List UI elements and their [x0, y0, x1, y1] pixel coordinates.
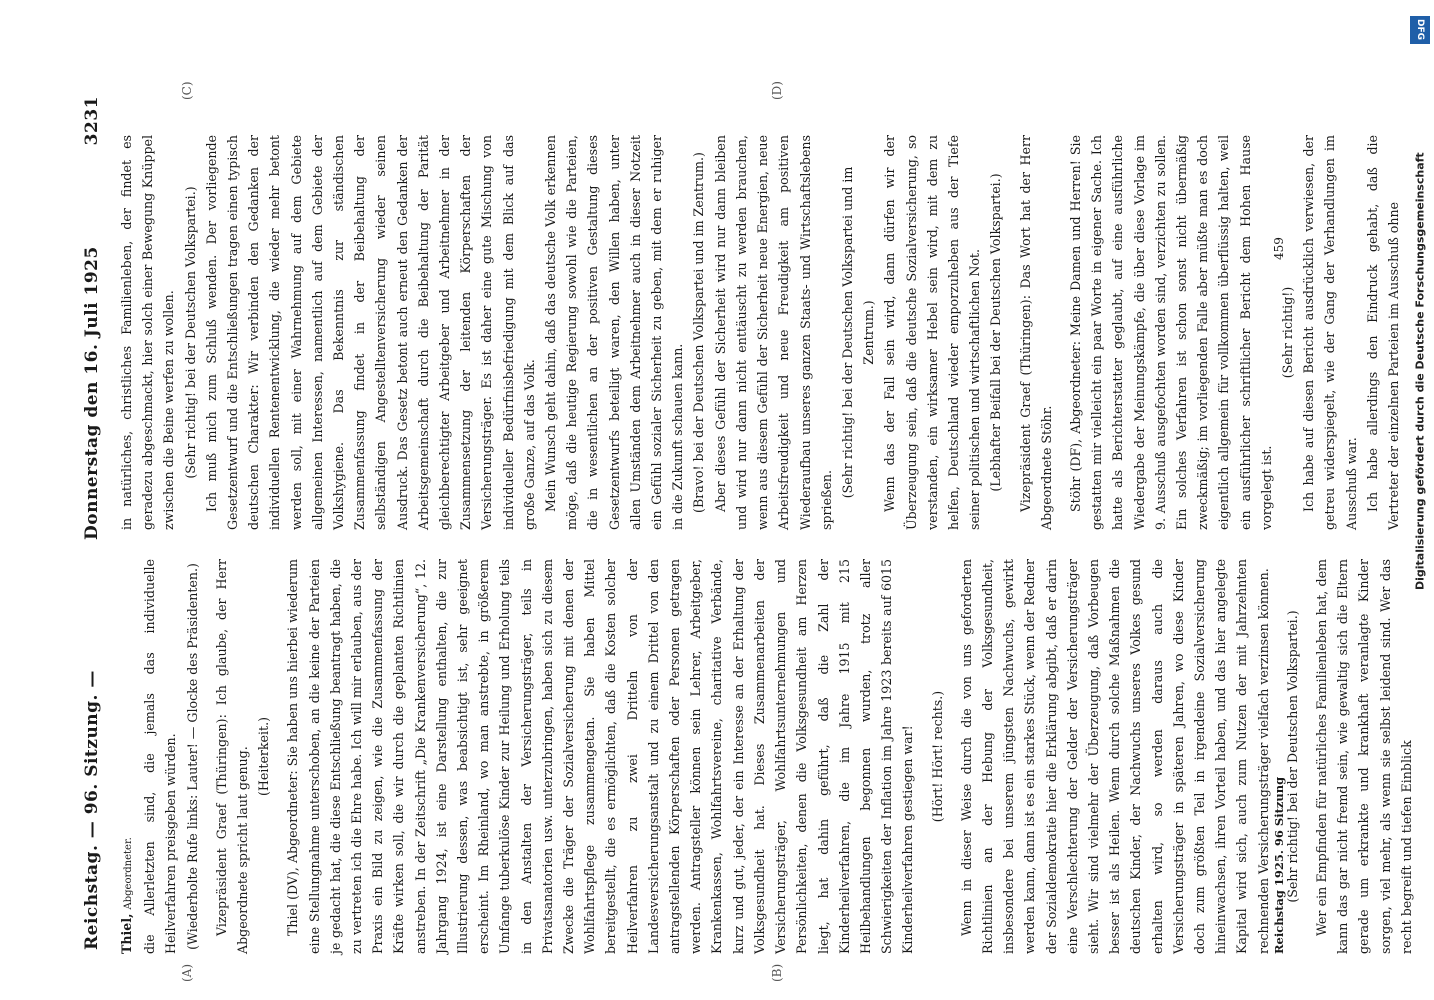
header-date: Donnerstag den 16. Juli 1925	[82, 246, 102, 540]
paragraph: die Allerletzten sind, die jemals das individuelle Heilverfahren preisgeben würden.	[142, 559, 179, 954]
interjection: (Heiterkeit.)	[256, 717, 272, 796]
header-reichstag: Reichstag. — 96. Sitzung. —	[82, 670, 102, 950]
paragraph: Ich habe auf diesen Bericht ausdrücklich verwiesen, der getreu widerspiegelt, wie der Gang der Verhandlungen im Ausschuß war.	[1301, 135, 1359, 530]
paragraph: Vizepräsident Graef (Thüringen): Ich glaube, der Herr Abgeordnete spricht laut genug.	[213, 559, 251, 954]
paragraph: Wenn das der Fall sein wird, dann dürfen wir der Überzeugung sein, daß die deutsche Sozialversicherung, so verstanden, ein wirksamer Hebel sein wird, mit dem zu helfen, Deutschland wieder emporzuheben aus der Tiefe seiner politischen und wirtschaftlichen Not.	[882, 135, 983, 530]
left-column	[116, 559, 1414, 954]
paragraph: Ich habe allerdings den Eindruck gehabt, daß die Vertreter der einzelnen Parteien im Ausschuß ohne	[1364, 135, 1401, 530]
interjection: (Sehr richtig!)	[1279, 286, 1295, 379]
margin-mark-a: (A)	[180, 963, 194, 982]
paragraph: in natürliches, christliches Familienleben, der findet es geradezu abgeschmackt, hier solch einer Bewegung Knüppel zwischen die Beine werfen zu wollen.	[119, 135, 177, 530]
footer-page-number: 459	[1272, 237, 1286, 260]
paragraph: Aber dieses Gefühl der Sicherheit wird nur dann bleiben und wird nur dann nicht enttäuscht zu werden brauchen, wenn aus diesem Gefühl der Sicherheit neue Energien, neue Arbeitsfreudigkeit und neue Freudigkeit am positiven Wiederaufbau unseres ganzen Staats- und Wirtschaftslebens sprießen.	[712, 135, 834, 530]
dfg-funding-notice: Digitalisierung gefördert durch die Deutsche Forschungsgemeinschaft	[1413, 152, 1427, 590]
interjection: (Sehr richtig! bei der Deutschen Volkspartei.)	[1284, 610, 1300, 903]
paragraph: Vizepräsident Graef (Thüringen): Das Wort hat der Herr Abgeordnete Stöhr.	[1017, 135, 1054, 530]
interjection: (Bravo! bei der Deutschen Volkspartei und im Zentrum.)	[691, 152, 707, 513]
interjection: (Sehr richtig! bei der Deutschen Volkspartei und im Zentrum.)	[839, 166, 877, 499]
interjection: (Hört! Hört! rechts.)	[929, 690, 945, 823]
page-header	[80, 90, 108, 960]
margin-mark-b: (B)	[770, 963, 784, 982]
interjection: (Sehr richtig! bei der Deutschen Volkspartei.)	[182, 186, 198, 479]
paragraph: Wer ein Empfinden für natürliches Familienleben hat, dem kann das gar nicht fremd sein, wie gewaltig sich die Eltern gerade um erkrankte und krankhaft veranlagte Kinder sorgen, viel mehr, als wenn sie selbst leidend sind. Wer das recht begreift und tiefen Einblick	[1313, 559, 1414, 954]
margin-mark-c: (C)	[180, 81, 194, 100]
paragraph: Ich muß mich zum Schluß wenden. Der vorliegende Gesetzentwurf und die Entschließungen tragen einen typisch deutschen Charakter: Wir verbinden den Gedanken der individuellen Rentenentwicklung, die wieder mehr betont werden soll, mit einer Wahrnehmung auf dem Gebiete allgemeinen Interessen, namentlich auf dem Gebiete der Volkshygiene. Das Bekenntnis zur ständischen Zusammenfassung findet in der Beibehaltung der selbständigen Angestelltenversicherung wieder seinen Ausdruck. Das Gesetz betont auch erneut den Gedanken der Arbeitsgemeinschaft durch die Beibehaltung der Parität gleichberechtigter Arbeitgeber und Arbeitnehmer in der Zusammensetzung der leitenden Körperschaften der Versicherungsträger. Es ist daher eine gute Mischung von individueller Bedürfnisbefriedigung mit dem Blick auf das große Ganze, auf das Volk.	[203, 135, 537, 530]
paragraph: Wenn in dieser Weise durch die von uns geforderten Richtlinien an der Hebung der Volksgesundheit, insbesondere bei unserem jüngsten Nachwuchs, gewirkt werden kann, dann ist es ein starkes Stück, wenn der Redner der Sozialdemokratie hier die Erklärung abgibt, daß er darin eine Verschlechterung der Gelder der Versicherungsträger sieht. Wir sind vielmehr der Überzeugung, daß Vorbeugen besser ist als Heilen. Wenn durch solche Maßnahmen die deutschen Kinder, der Nachwuchs unseres Volkes gesund erhalten wird, so werden daraus auch die Versicherungsträger in späteren Jahren, wo diese Kinder doch zum größten Teil in irgendeine Sozialversicherung hineinwachsen, ihren Vorteil haben, und das hier angelegte Kapital wird sich, auch zum Nutzen der mit Jahrzehnten rechnenden Versicherungsträger vielfach verzinsen können.	[958, 559, 1271, 954]
interjection: (Wiederholte Rufe links: Lauter! — Glocke des Präsidenten.)	[184, 563, 200, 950]
right-column	[116, 135, 1401, 530]
paragraph: Thiel (DV), Abgeordneter: Sie haben uns hierbei wiederum eine Stellungnahme unterschoben, an die keine der Parteien je gedacht hat, die diese Entschließung beantragt haben, die zu vertreten ich die Ehre habe. Ich will mir erlauben, aus der Praxis ein Bild zu zeigen, wie die Zusammenfassung der Kräfte wirken soll, die wir durch die geplanten Richtlinien anstreben. In der Zeitschrift „Die Krankenversicherung“, 12. Jahrgang 1924, ist eine Darstellung enthalten, die zur Illustrierung dessen, was beabsichtigt ist, sehr geeignet erscheint. Im Rheinland, wo man anstrebte, in größerem Umfange tuberkulöse Kinder zur Heilung und Erholung teils in den Anstalten der Versicherungsträger, teils in Privatsanatorien usw. unterzubringen, haben sich zu diesem Zwecke die Träger der Sozialversicherung mit denen der Wohlfahrtspflege zusammengetan. Sie haben Mittel bereitgestellt, die es ermöglichten, daß die Kosten solcher Heilverfahren zu zwei Dritteln von der Landesversicherungsanstalt und zu einem Drittel von den antragstellenden Körperschaften oder Personen getragen werden. Antragsteller können sein Lehrer, Arbeitgeber, Krankenkassen, Wohlfahrtsvereine, charitative Verbände, kurz und gut, jeder, der ein Interesse an der Erhaltung der Volksgesundheit hat. Dieses Zusammenarbeiten der Versicherungsträger, Wohlfahrtsunternehmungen und Persönlichkeiten, denen die Volksgesundheit am Herzen liegt, hat dahin geführt, daß die Zahl der Kinderheilverfahren, die im Jahre 1915 mit 215 Heilbehandlungen begonnen wurden, trotz aller Schwierigkeiten der Inflation im Jahre 1923 bereits auf 6015 Kinderheilverfahren gestiegen war!	[285, 559, 916, 954]
margin-mark-d: (D)	[770, 81, 784, 100]
speaker-line: Thiel, Abgeordneter.	[119, 837, 134, 954]
header-page-number: 3231	[82, 96, 102, 146]
page-footer: Reichstag 1925. 96 Sitzung	[1272, 776, 1286, 954]
document-page	[80, 81, 1414, 982]
dfg-logo-icon: DFG	[1410, 16, 1430, 44]
paragraph: Stöhr (DF), Abgeordneter: Meine Damen und Herren! Sie gestatten mir vielleicht ein paar Worte in eigener Sache. Ich hatte als Berichterstatter geglaubt, auf eine ausführliche Wiedergabe der Meinungskämpfe, die über diese Vorlage im 9. Ausschuß ausgefochten worden sind, verzichten zu sollen. Ein solches Verfahren ist schon sonst nicht übermäßig zweckmäßig; im vorliegenden Falle aber müßte man es doch eigentlich allgemein für vollkommen überflüssig halten, weil ein ausführlicher schriftlicher Bericht dem Hohen Hause vorgelegt ist.	[1067, 135, 1274, 530]
dfg-sidebar	[1408, 10, 1432, 990]
interjection: (Lebhafter Beifall bei der Deutschen Volkspartei.)	[988, 173, 1004, 492]
paragraph: Mein Wunsch geht dahin, daß das deutsche Volk erkennen möge, daß die heutige Regierung sowohl wie die Parteien, die in wesentlichen an der positiven Gestaltung dieses Gesetzentwurfs beteiligt waren, den Willen haben, unter allen Umständen dem Arbeitnehmer auch in dieser Notzeit ein Gefühl sozialer Sicherheit zu geben, mit dem er ruhiger in die Zukunft schauen kann.	[543, 135, 686, 530]
